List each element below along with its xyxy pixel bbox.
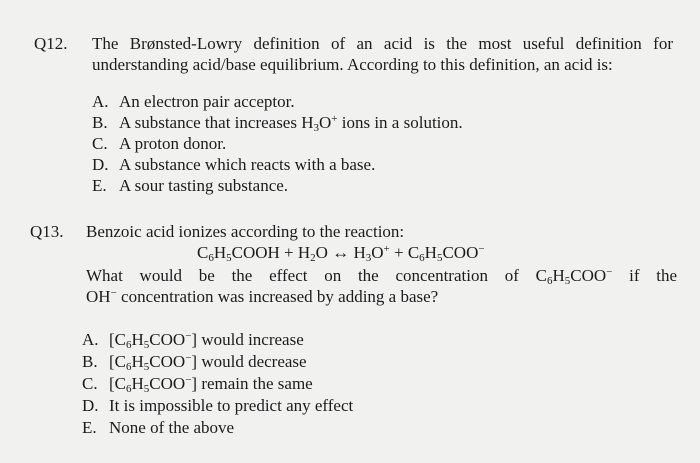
option-text: H bbox=[131, 374, 144, 393]
question-stem-line: understanding acid/base equilibrium. According to this definition, an acid is: bbox=[92, 55, 613, 74]
equation-text: + C bbox=[389, 243, 420, 262]
subscript: 5 bbox=[143, 339, 150, 351]
option-text: ions in a solution. bbox=[337, 113, 463, 132]
option-letter: D. bbox=[82, 396, 99, 415]
option-letter: C. bbox=[82, 374, 98, 393]
option-letter: E. bbox=[92, 176, 107, 195]
subscript: 6 bbox=[208, 252, 214, 264]
stem-text: H bbox=[552, 266, 565, 285]
superscript: − bbox=[185, 374, 192, 386]
option-text: O bbox=[319, 113, 332, 132]
answer-option bbox=[92, 113, 463, 133]
subscript: 5 bbox=[226, 252, 232, 264]
option-text: It is impossible to predict any effect bbox=[109, 396, 354, 415]
option-text: ] would decrease bbox=[191, 352, 307, 371]
subscript: 5 bbox=[143, 361, 150, 373]
subscript: 6 bbox=[419, 252, 425, 264]
option-text: [C bbox=[109, 352, 126, 371]
question-stem-line bbox=[86, 287, 438, 307]
subscript: 2 bbox=[310, 252, 316, 264]
option-text: None of the above bbox=[109, 418, 235, 437]
option-letter: D. bbox=[92, 155, 109, 174]
answer-option bbox=[92, 155, 375, 175]
subscript: 3 bbox=[313, 122, 319, 134]
option-text: ] would increase bbox=[191, 330, 304, 349]
option-text: A sour tasting substance. bbox=[119, 176, 289, 195]
answer-option bbox=[92, 176, 288, 196]
answer-option bbox=[82, 396, 353, 416]
option-letter: B. bbox=[92, 113, 108, 132]
option-text: A substance which reacts with a base. bbox=[119, 155, 376, 174]
answer-option bbox=[82, 374, 313, 394]
stem-text: OH bbox=[86, 287, 111, 306]
option-text: H bbox=[131, 352, 144, 371]
subscript: 3 bbox=[365, 252, 372, 264]
option-text: A substance that increases H bbox=[119, 113, 314, 132]
option-letter: A. bbox=[92, 92, 109, 111]
option-letter: C. bbox=[92, 134, 108, 153]
equation-text: COOH + H bbox=[231, 243, 311, 262]
superscript: − bbox=[606, 266, 613, 278]
answer-option bbox=[92, 92, 295, 112]
answer-option bbox=[82, 352, 307, 372]
stem-text: concentration was increased by adding a base? bbox=[116, 287, 439, 306]
equation-text: O ↔ H bbox=[315, 243, 366, 262]
question-number: Q13. bbox=[30, 222, 64, 241]
stem-text: if the bbox=[612, 266, 677, 285]
equation-text: COO bbox=[442, 243, 479, 262]
superscript: − bbox=[478, 243, 485, 255]
option-text: COO bbox=[149, 330, 186, 349]
stem-text: COO bbox=[570, 266, 607, 285]
option-text: H bbox=[131, 330, 144, 349]
question-stem-line: Benzoic acid ionizes according to the reaction: bbox=[86, 222, 405, 241]
subscript: 6 bbox=[126, 383, 132, 395]
subscript: 5 bbox=[564, 275, 571, 287]
option-text: [C bbox=[109, 374, 126, 393]
option-text: COO bbox=[149, 374, 186, 393]
superscript: + bbox=[331, 113, 338, 125]
equation-text: H bbox=[213, 243, 227, 262]
option-text: An electron pair acceptor. bbox=[119, 92, 295, 111]
option-letter: E. bbox=[82, 418, 97, 437]
subscript: 5 bbox=[143, 383, 150, 395]
answer-option bbox=[82, 418, 234, 438]
answer-option bbox=[82, 330, 304, 350]
equation-text: C bbox=[197, 243, 209, 262]
answer-option bbox=[92, 134, 226, 154]
subscript: 5 bbox=[436, 252, 443, 264]
subscript: 6 bbox=[546, 275, 553, 287]
option-letter: B. bbox=[82, 352, 98, 371]
question-stem-line bbox=[86, 266, 677, 286]
option-letter: A. bbox=[82, 330, 99, 349]
option-text: ] remain the same bbox=[191, 374, 313, 393]
equation-text: O bbox=[371, 243, 384, 262]
option-text: [C bbox=[109, 330, 126, 349]
superscript: − bbox=[185, 330, 192, 342]
reaction-equation bbox=[197, 243, 485, 263]
superscript: − bbox=[185, 352, 192, 364]
question-number: Q12. bbox=[34, 34, 68, 53]
subscript: 6 bbox=[126, 361, 132, 373]
subscript: 6 bbox=[126, 339, 132, 351]
superscript: + bbox=[383, 243, 390, 255]
superscript: − bbox=[110, 287, 117, 299]
stem-text: What would be the effect on the concentration of C bbox=[86, 266, 547, 285]
option-text: COO bbox=[149, 352, 186, 371]
option-text: A proton donor. bbox=[119, 134, 227, 153]
question-stem-line: The Brønsted-Lowry definition of an acid is the most useful definition for bbox=[92, 34, 673, 53]
equation-text: H bbox=[424, 243, 437, 262]
